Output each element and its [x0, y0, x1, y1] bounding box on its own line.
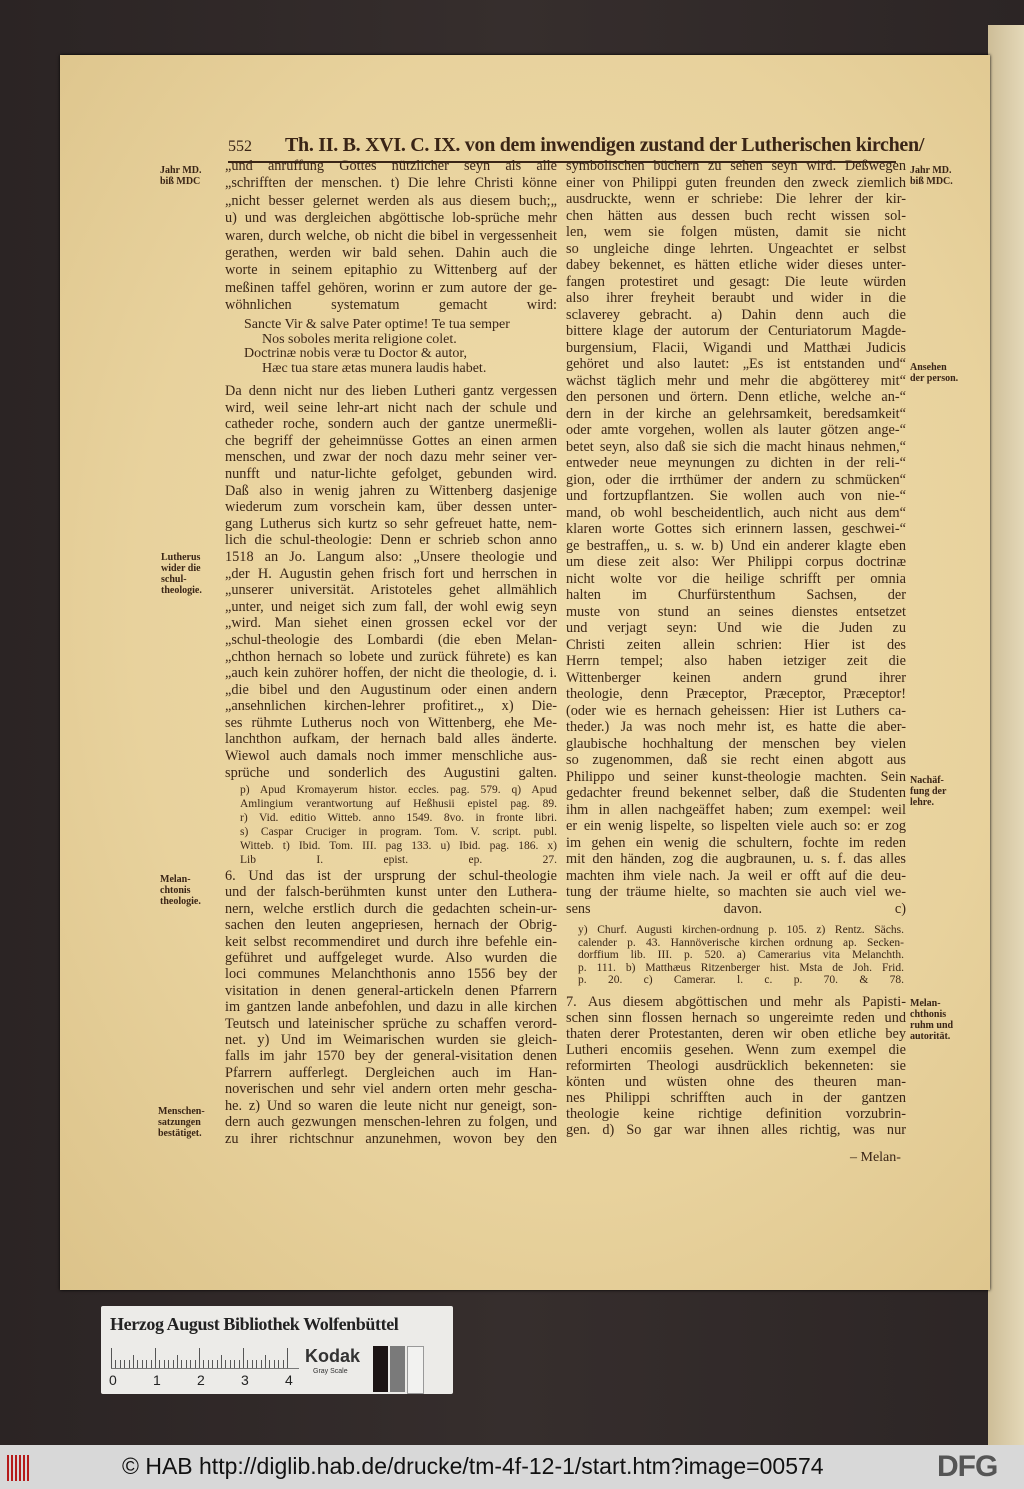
hab-logo-icon: [7, 1455, 31, 1481]
margin-note: [910, 362, 958, 384]
ruler-tick: [278, 1360, 279, 1368]
text-line: ses rühmte Lutherus noch von Wittenberg, ehe Me-: [225, 714, 557, 731]
ruler-tick: [261, 1360, 262, 1368]
text-line: „der H. Augustin gehen frisch fort und herrschen in: [225, 565, 557, 582]
margin-note-line: satzungen: [158, 1117, 201, 1128]
text-line: Christi zeiten allein schrien: Hier ist des: [566, 636, 906, 653]
ruler-tick: [243, 1348, 244, 1368]
text-line: „chthon hernach so lobete und zurück führete) es kan: [225, 648, 557, 665]
text-line: Philippo und seiner kunst-theologie machten. Sein: [566, 768, 906, 785]
text-line: wöhnlichen systematum gemacht wird:: [225, 297, 557, 314]
margin-note-line: chthonis: [910, 1009, 947, 1020]
margin-note-line: Lutherus: [161, 552, 201, 563]
text-line: bittere klage der autorum der Centuriatorum Magde-: [566, 323, 906, 339]
text-line: che begriff der geheimnüsse Gottes an einen armen: [225, 432, 557, 449]
text-line: gerathen, werden wir bald sehen. Dahin auch die: [225, 245, 557, 262]
margin-note-line: der person.: [910, 373, 959, 384]
ruler-tick: [199, 1348, 200, 1368]
text-line: oder amte vorgehen, wollen als lauter götzen ange-“: [566, 422, 906, 438]
text-line: nes Philippi schrifften auch in der gantzen: [566, 1090, 906, 1106]
text-line: im gehen ein wenig die schultern, fochte im reden: [566, 834, 906, 851]
text-line: ausdruckte, wenn er schriebe: Die lehrer der kir-: [566, 191, 906, 207]
ruler-tick: [230, 1360, 231, 1368]
text-line: zu ihrer richtschnur anzunehmen, wovon bey den: [225, 1130, 557, 1147]
footnotes: [578, 924, 904, 987]
text-line: wächst täglich mehr und mehr die abgötterey mit“: [566, 372, 906, 389]
text-line: den personen und örtern. Denn etliche, welche an-“: [566, 389, 906, 405]
text-line: catheder roche, sondern auch der gantze unermeßli-: [225, 416, 557, 433]
text-line: schen sinn flossen hernach so ungereimte reden und: [566, 1010, 906, 1026]
margin-note-line: fung der: [910, 786, 947, 797]
text-line: Nos soboles merita religione colet.: [262, 332, 457, 347]
text-line: sens davon. c): [566, 900, 906, 917]
text-line: burgensium, Flacii, Wigandi und Matthæi Judicis: [566, 339, 906, 356]
text-line: „wird. Man siehet einen grossen eckel vor der: [225, 615, 557, 632]
ruler-number: 4: [285, 1372, 293, 1388]
ruler-tick: [120, 1360, 121, 1368]
text-line: glaubische hochhaltung der menschen bey vielen: [566, 735, 906, 752]
text-line: „schrifften der menschen. t) Die lehre Christi könne: [225, 175, 557, 192]
ruler-tick: [111, 1348, 112, 1368]
margin-note: [160, 874, 201, 907]
text-line: 7. Aus diesem abgöttischen und mehr als Papisti-: [566, 994, 906, 1010]
text-line: Hæc tua stare ætas munera laudis habet.: [262, 361, 487, 376]
text-line: Teutsch und lateinischer sprüche zu schaffen verord-: [225, 1015, 557, 1032]
text-line: tung der träume hielte, so machten sie auch viel we-: [566, 884, 906, 900]
text-line: gehöret und also lautet: „Es ist entstanden und“: [566, 356, 906, 372]
text-line: loci communes Melanchthonis anno 1556 bey der: [225, 966, 557, 983]
text-line: gion, oder die irrthümer der andern zu schmücken“: [566, 471, 906, 488]
text-line: Wittenberger keinen andern grund ihrer: [566, 669, 906, 686]
text-line: len, wem sie folgen müsten, damit sie nicht: [566, 224, 906, 240]
text-line: könten und wüsten ohne des theuren man-: [566, 1074, 906, 1090]
text-line: „und anruffung Gottes nützlicher seyn als alle: [225, 158, 557, 174]
ruler-tick: [203, 1360, 204, 1368]
ruler-tick: [208, 1360, 209, 1368]
text-line: er ein wenig lispelte, so lispelten viele auch so: er zog: [566, 818, 906, 834]
ruler-tick: [212, 1360, 213, 1368]
margin-note: [158, 1106, 205, 1139]
ruler-tick: [168, 1360, 169, 1368]
text-line: chen hätten aus dessen buch recht wissen sol-: [566, 207, 906, 224]
margin-note-line: chtonis: [160, 885, 191, 896]
text-line: p) Apud Kromayerum histor. eccles. pag. 579. q) Apud: [240, 784, 557, 796]
text-line: ihm in allen nachgeäffet haben; zum exempel: weil: [566, 801, 906, 818]
text-line: theologie, denn Præceptor, Præceptor, Præceptor!: [566, 686, 906, 702]
ruler-tick: [155, 1348, 156, 1368]
text-line: betet seyn, also daß sie sich die macht hinaus nehmen,“: [566, 438, 906, 455]
ruler-number: 1: [153, 1372, 161, 1388]
ruler-tick: [252, 1360, 253, 1368]
ruler-tick: [164, 1360, 165, 1368]
ruler-tick: [190, 1360, 191, 1368]
ruler-tick: [217, 1360, 218, 1368]
ruler-number: 0: [109, 1372, 117, 1388]
margin-note-line: Nachäf-: [910, 775, 944, 786]
paragraph: [566, 158, 906, 917]
text-line: meßinen taffel gehören, worinn er zum autore der ge-: [225, 279, 557, 296]
running-title: Th. II. B. XVI. C. IX. von dem inwendigen zustand der Lutherischen kirchen/: [285, 134, 925, 156]
scale-ruler: [111, 1348, 299, 1369]
text-line: noverischen und sehr viel andern orten mehr gescha-: [225, 1081, 557, 1098]
text-line: „unter, und neiget sich zum fall, der wohl ewig seyn: [225, 598, 557, 615]
text-line: dorffium lib. III. p. 520. a) Camerarius vita Melanchth.: [578, 949, 904, 962]
gray-scale-label: Gray Scale: [313, 1368, 348, 1375]
text-line: „nicht besser gelernet werden als aus diesem buch;„: [225, 192, 557, 209]
text-line: wiederum zum vorschein kam, über dessen unter-: [225, 499, 557, 516]
text-line: lich die schul-theologie: Denn er schrieb schon anno: [225, 532, 557, 549]
margin-note-line: Ansehen: [910, 362, 947, 373]
text-line: nern, welche erstlich durch die gedachten schein-ur-: [225, 900, 557, 917]
text-line: Amlingium verantwortung auf Heßhusii epistel pag. 89.: [240, 798, 557, 810]
page-number: 552: [228, 138, 252, 155]
ruler-tick: [129, 1360, 130, 1368]
text-line: sachen den leuten angepriesen, hernach der Obrig-: [225, 917, 557, 934]
text-line: gedachter freund bekennet selber, daß die Studenten: [566, 785, 906, 801]
margin-note-line: Melan-: [910, 998, 941, 1009]
text-line: klaren worte Gottes sich erinnern lassen, geschwei-“: [566, 521, 906, 537]
adjacent-page-edge: [988, 25, 1024, 1445]
text-line: im gantzen lande anbefohlen, und dazu in alle kirchen: [225, 999, 557, 1016]
text-line: theologie keine richtige definition vorzubrin-: [566, 1106, 906, 1122]
text-line: Da denn nicht nur des lieben Lutheri gantz vergessen: [225, 383, 557, 399]
text-line: worte in seinem epitaphio zu Wittenberg auf der: [225, 262, 557, 279]
library-name: Herzog August Bibliothek Wolfenbüttel: [110, 1314, 399, 1334]
text-line: 6. Und das ist der ursprung der schul-theologie: [225, 868, 557, 884]
text-line: also ihrer freyheit beraubt und wider in die: [566, 290, 906, 306]
margin-note-line: schul-: [161, 574, 187, 585]
color-calibration-card: [101, 1306, 453, 1394]
dfg-logo: DFG: [937, 1450, 998, 1483]
text-line: visitation in denen general-artickeln denen Pfarrern: [225, 982, 557, 999]
text-line: thaten derer Protestanten, deren wir oben etliche bey: [566, 1026, 906, 1042]
ruler-number: 3: [241, 1372, 249, 1388]
footer-bar: [0, 1445, 1024, 1489]
text-line: muste von stund an seines dienstes entsetzet: [566, 603, 906, 620]
ruler-tick: [234, 1360, 235, 1368]
text-line: falls im jahr 1570 bey der general-visitation denen: [225, 1048, 557, 1065]
margin-note-line: biß MDC: [160, 176, 201, 187]
text-line: so zugenommen, daß sie recht einen abgott aus: [566, 752, 906, 768]
text-line: menschen, und zwar der noch dazu mehr seiner ver-: [225, 449, 557, 466]
text-line: waren, durch welche, ob nicht die bibel in vergessenheit: [225, 227, 557, 244]
footnotes: [240, 783, 557, 867]
text-line: mand, ob wohl bescheidentlich, auch nicht aus dem“: [566, 504, 906, 521]
ruler-tick: [146, 1360, 147, 1368]
paragraph: [225, 383, 557, 781]
margin-note-line: autorität.: [910, 1031, 951, 1042]
epitaph-verse: [244, 318, 564, 376]
text-line: 1518 an Jo. Langum also: „Unsere theologie und: [225, 548, 557, 565]
ruler-tick: [256, 1360, 257, 1368]
ruler-tick: [283, 1360, 284, 1368]
text-line: he. z) Und so waren die leute nicht nur geneigt, son-: [225, 1097, 557, 1114]
text-line: Wiewol auch damals noch immer menschliche aus-: [225, 748, 557, 765]
text-line: p. 111. b) Matthæus Ritzenberger hist. Msta de Joh. Frid.: [578, 961, 904, 974]
text-line: halten im Churfürstenthum Sachsen, der: [566, 587, 906, 603]
text-line: so ungleiche dinge lehrten. Ungeachtet er selbst: [566, 240, 906, 257]
margin-note-line: theologie.: [161, 585, 202, 596]
text-line: einer von Philippi guten freunden den zweck ziemlich: [566, 174, 906, 191]
text-line: Lib I. epist. ep. 27.: [240, 854, 557, 866]
margin-note: [161, 552, 202, 596]
gray-patch-white: [407, 1346, 424, 1394]
catchword: – Melan-: [850, 1150, 901, 1165]
margin-note-line: wider die: [161, 563, 201, 574]
text-line: r) Vid. editio Witteb. anno 1549. 8vo. in fronte libri.: [240, 812, 557, 824]
text-line: fangen protestiret und gesagt: Die leute würden: [566, 273, 906, 290]
ruler-tick: [181, 1360, 182, 1368]
text-line: net. y) Und im Weimarischen wurden sie gleich-: [225, 1032, 557, 1049]
text-line: Doctrinæ nobis veræ tu Doctor & autor,: [244, 347, 468, 361]
text-line: p. 20. c) Camerar. l. c. p. 70. & 78.: [578, 974, 904, 987]
margin-note-line: bestätiget.: [158, 1128, 202, 1139]
text-line: mit den händen, zog die augbraunen, u. s. f. das alles: [566, 851, 906, 867]
text-line: und verjagt seyn: Und wie die Juden zu: [566, 620, 906, 636]
text-line: lanchthon aufkam, der hernach bald alles änderte.: [225, 731, 557, 748]
margin-note-line: Jahr MD.: [910, 165, 952, 176]
ruler-number: 2: [197, 1372, 205, 1388]
ruler-tick: [195, 1360, 196, 1368]
ruler-tick: [186, 1360, 187, 1368]
text-line: calender p. 43. Hannöverische kirchen ordnung ap. Secken-: [578, 936, 904, 949]
text-line: dern auch gezwungen menschen-lehren zu folgen, und: [225, 1114, 557, 1131]
margin-note-line: Jahr MD.: [160, 165, 202, 176]
text-line: „auch kein zuhörer hoffen, der nicht die theologie, d. i.: [225, 665, 557, 682]
text-line: Sancte Vir & salve Pater optime! Te tua semper: [244, 318, 510, 332]
text-line: machten ihm viele nach. Ja weil er offt auf die deu-: [566, 867, 906, 884]
gray-patch-mid: [390, 1346, 405, 1392]
margin-note-line: Melan-: [160, 874, 191, 885]
text-line: Herrn tempel; also haben ietziger zeit die: [566, 653, 906, 669]
text-line: reformirten Theologi ausdrücklich bekenneten: sie: [566, 1058, 906, 1074]
text-line: gang Lutherus sich kurtz so sehr gefreuet hatte, nem-: [225, 515, 557, 532]
ruler-tick: [265, 1355, 266, 1368]
ruler-tick: [142, 1360, 143, 1368]
text-line: s) Caspar Cruciger in program. Tom. V. script. publ.: [240, 826, 557, 838]
ruler-tick: [133, 1355, 134, 1368]
text-line: „unserer universität. Aristoteles gehet allmählich: [225, 582, 557, 599]
text-line: entweder neue meynungen zu dichten in der reli-“: [566, 455, 906, 471]
copyright-link[interactable]: © HAB http://diglib.hab.de/drucke/tm-4f-12-1/start.htm?image=00574: [122, 1453, 824, 1479]
kodak-brand: Kodak: [305, 1346, 361, 1366]
text-line: y) Churf. Augusti kirchen-ordnung p. 105. z) Rentz. Sächs.: [578, 924, 904, 936]
ruler-tick: [159, 1360, 160, 1368]
paragraph: [225, 868, 557, 1147]
text-line: sprüche und sonderlich des Augustini galten.: [225, 764, 557, 781]
text-line: symbolischen büchern zu sehen seyn wird. Deßwegen: [566, 158, 906, 174]
ruler-tick: [247, 1360, 248, 1368]
text-line: ge bestraffen„ u. s. w. b) Und ein anderer klagte eben: [566, 537, 906, 554]
text-line: um diese zeit also: Wer Philippi corpus doctrinæ: [566, 554, 906, 570]
text-line: theder.) Ja was noch mehr ist, es hatte die aber-: [566, 719, 906, 735]
margin-note: [160, 165, 201, 187]
ruler-tick: [124, 1360, 125, 1368]
text-line: (oder wie es hernach geheissen: Hier ist Luthers ca-: [566, 702, 906, 719]
ruler-tick: [115, 1360, 116, 1368]
text-line: keit selbst recommendiret und durch ihre befehle ein-: [225, 933, 557, 950]
margin-note: [910, 775, 946, 808]
margin-note-line: Menschen-: [158, 1106, 205, 1117]
text-line: Daß also in wenig jahren zu Wittenberg dasjenige: [225, 482, 557, 499]
ruler-tick: [137, 1360, 138, 1368]
text-line: geführet und auffgeleget wurde. Also wurden die: [225, 950, 557, 967]
paragraph: [566, 994, 906, 1138]
ruler-tick: [239, 1360, 240, 1368]
text-line: und der falsch-berühmten kunst unter den Luthera-: [225, 884, 557, 901]
margin-note-line: biß MDC.: [910, 176, 953, 187]
text-line: dern in der kirche an gelehrsamkeit, beredsamkeit“: [566, 405, 906, 422]
ruler-tick: [269, 1360, 270, 1368]
text-line: Lutheri encomiis gesehen. Wenn zum exempel die: [566, 1042, 906, 1058]
ruler-tick: [177, 1355, 178, 1368]
text-line: sclaverey gebracht. a) Dahin denn auch die: [566, 306, 906, 323]
text-line: u) und was dergleichen abgöttische lob-sprüche mehr: [225, 210, 557, 227]
text-line: und fortzupflantzen. Sie wollen auch von nie-“: [566, 488, 906, 504]
text-line: nunfft und natur-lichte gefolget, gebunden wird.: [225, 465, 557, 482]
text-line: „ansehnlichen kirchen-lehrer profitiret.„ x) Die-: [225, 698, 557, 715]
margin-note-line: theologie.: [160, 896, 201, 907]
ruler-tick: [151, 1360, 152, 1368]
gray-patch-black: [373, 1346, 388, 1392]
text-line: „schul-theologie des Lombardi (die eben Melan-: [225, 631, 557, 648]
ruler-tick: [221, 1355, 222, 1368]
text-line: nicht wolte vor die heilige schrifft per omnia: [566, 570, 906, 587]
text-line: Witteb. t) Ibid. Tom. III. pag 133. u) Ibid. pag. 186. x): [240, 840, 557, 852]
margin-note: [910, 165, 953, 187]
ruler-tick: [173, 1360, 174, 1368]
text-line: gen. d) So gar war ihnen alles richtig, was nur: [566, 1122, 906, 1138]
paragraph: [225, 158, 557, 315]
text-line: Pfarrern aufferlegt. Dergleichen auch im Han-: [225, 1064, 557, 1081]
ruler-tick: [225, 1360, 226, 1368]
text-line: wird, weil seine lehr-art nicht nach der schule und: [225, 399, 557, 416]
text-line: dabey bekennet, es hätten etliche wider dieses unter-: [566, 257, 906, 273]
ruler-tick: [287, 1348, 288, 1368]
margin-note-line: lehre.: [910, 797, 934, 808]
margin-note: [910, 998, 953, 1042]
text-line: „die bibel und den Augustinum oder einen andern: [225, 681, 557, 698]
margin-note-line: ruhm und: [910, 1020, 954, 1031]
ruler-tick: [274, 1360, 275, 1368]
